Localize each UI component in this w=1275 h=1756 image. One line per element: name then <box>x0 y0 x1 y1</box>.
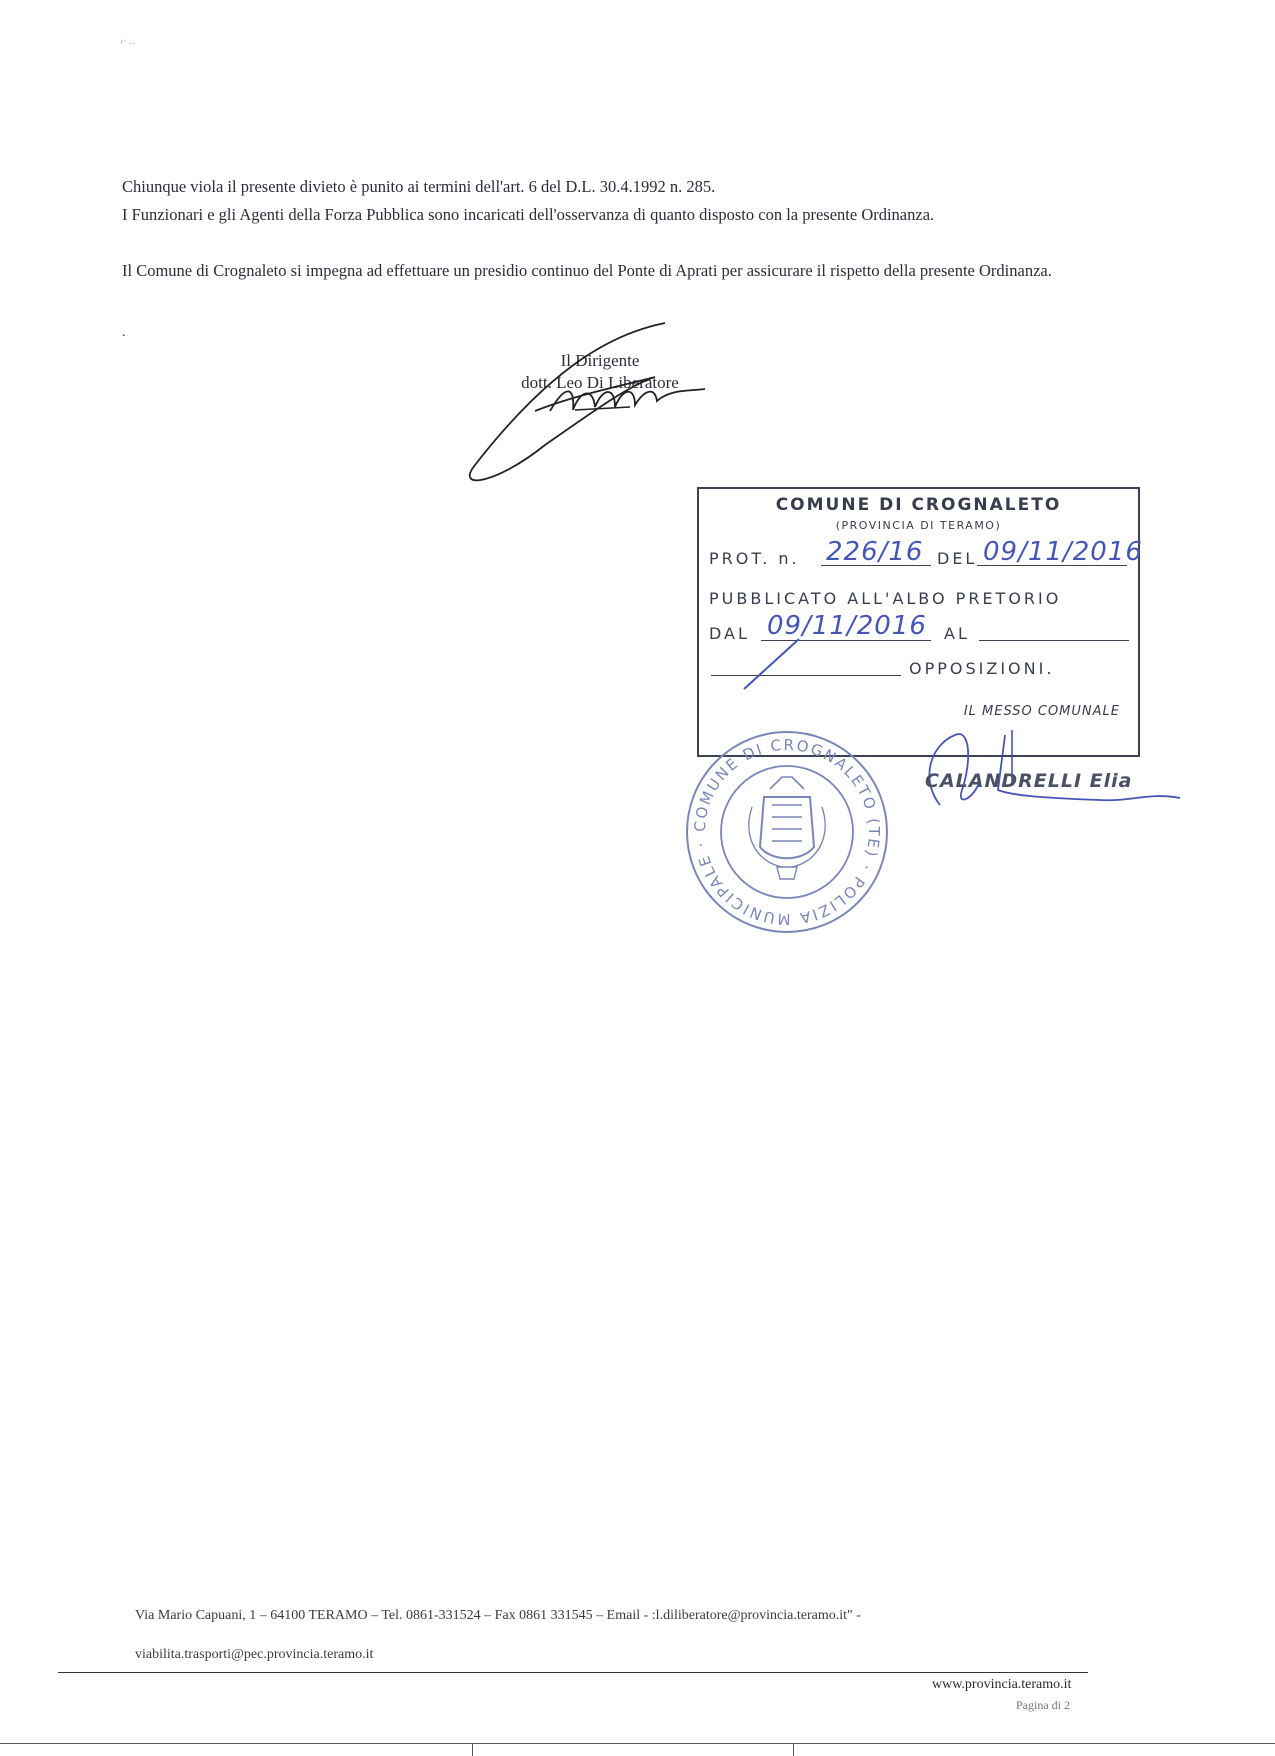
scan-edge <box>0 1743 1275 1756</box>
prot-label: PROT. n. <box>709 549 800 568</box>
dal-date-handwritten: 09/11/2016 <box>767 611 927 641</box>
municipal-seal-icon <box>682 727 892 937</box>
messo-label: IL MESSO COMUNALE <box>963 704 1120 719</box>
page-number: Pagina di 2 <box>1016 1698 1070 1712</box>
stamp-title: COMUNE DI CROGNALETO <box>775 495 1062 515</box>
stamp-subtitle: (PROVINCIA DI TERAMO) <box>835 519 1002 532</box>
seal-ring-text: COMUNE DI CROGNALETO (TE) · POLIZIA MUNICIPALE · <box>690 735 884 929</box>
dal-label: DAL <box>709 624 750 643</box>
signatory-role: Il Dirigente <box>560 351 640 370</box>
al-line <box>979 640 1129 641</box>
scan-edge-divider <box>793 1744 794 1756</box>
svg-text:COMUNE DI CROGNALETO (TE) · PO <box>691 736 883 928</box>
footer-pec-email[interactable]: viabilita.trasporti@pec.provincia.teramo.it <box>135 1647 374 1662</box>
stamp-prot-row <box>709 549 800 568</box>
paragraph-municipality: Il Comune di Crognaleto si impegna ad effettuare un presidio continuo del Ponte di Aprati per assicurare il rispetto della presente Ordinanza. <box>122 261 1052 280</box>
handwritten-signature-icon <box>455 315 755 485</box>
del-label: DEL <box>937 549 978 568</box>
signatory-name: dott. Leo Di Liberatore <box>521 373 679 392</box>
footer-website[interactable]: www.provincia.teramo.it <box>932 1677 1072 1692</box>
footer-divider <box>58 1672 1088 1673</box>
stray-dot: . <box>122 325 126 340</box>
pubblicato-label: PUBBLICATO ALL'ALBO PRETORIO <box>709 589 1062 608</box>
scan-speck: ›· ‥ <box>120 36 136 47</box>
messo-name: CALANDRELLI Elia <box>925 770 1133 792</box>
scan-edge-divider <box>472 1744 473 1756</box>
strike-mark-icon <box>739 634 809 694</box>
al-label: AL <box>944 624 970 643</box>
paragraph-penalty: Chiunque viola il presente divieto è punito ai termini dell'art. 6 del D.L. 30.4.1992 n. 285. <box>122 177 716 196</box>
opposizioni-label: OPPOSIZIONI. <box>909 659 1055 678</box>
del-date-handwritten: 09/11/2016 <box>983 537 1143 567</box>
footer-address: Via Mario Capuani, 1 – 64100 TERAMO – Tel. 0861-331524 – Fax 0861 331545 – Email - :l.diliberatore@provincia.teramo.it" - <box>135 1608 861 1623</box>
paragraph-officers: I Funzionari e gli Agenti della Forza Pubblica sono incaricati dell'osservanza di quanto disposto con la presente Ordinanza. <box>122 205 935 224</box>
registration-stamp <box>697 487 1143 757</box>
prot-number-handwritten: 226/16 <box>826 537 924 567</box>
